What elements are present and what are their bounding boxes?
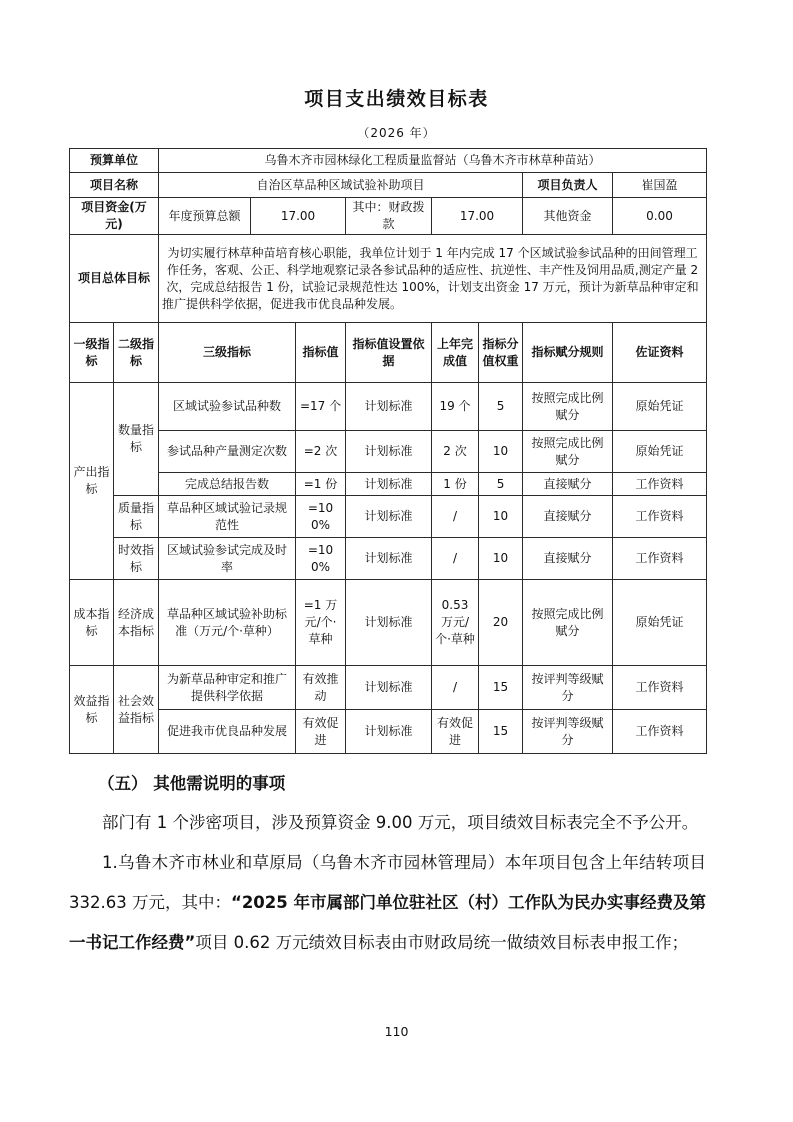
fiscal-allocation-value: 17.00 — [432, 198, 523, 235]
last-year-cell: 19 个 — [432, 383, 479, 431]
overall-goal-value: 为切实履行林草种苗培育核心职能，我单位计划于 1 年内完成 17 个区域试验参试品种的田间管理工作任务，客观、公正、科学地观察记录各参试品种的适应性、抗逆性、丰产性及饲用品质,测定产量 2 次，完成总结报告 1 份，试验记录规范性达 100%，计划支出资金 17 万元，预计为新草品种审定和推广提供科学依据，促进我市优良品种发展。 — [159, 235, 707, 323]
weight-cell: 20 — [479, 580, 523, 666]
indicator-name-cell: 完成总结报告数 — [159, 473, 296, 496]
overall-goal-row — [70, 235, 707, 323]
target-value-cell: 有效推动 — [296, 666, 346, 710]
basis-cell: 计划标准 — [346, 710, 432, 754]
indicator-name-cell: 区域试验参试完成及时率 — [159, 538, 296, 580]
weight-cell: 15 — [479, 710, 523, 754]
evidence-cell: 工作资料 — [613, 666, 707, 710]
col-header-target-value: 指标值 — [296, 323, 346, 383]
evidence-cell: 工作资料 — [613, 473, 707, 496]
notes-paragraph-2-suffix: 项目 0.62 万元绩效目标表由市财政局统一做绩效目标表申报工作； — [195, 933, 689, 952]
project-funds-label: 项目资金(万元) — [70, 198, 159, 235]
indicator-row — [70, 473, 707, 496]
indicator-row — [70, 538, 707, 580]
target-value-cell: 有效促进 — [296, 710, 346, 754]
notes-heading: （五） 其他需说明的事项 — [98, 774, 286, 793]
last-year-cell: 2 次 — [432, 431, 479, 473]
col-header-rule: 指标赋分规则 — [523, 323, 613, 383]
rule-cell: 按评判等级赋分 — [523, 710, 613, 754]
basis-cell: 计划标准 — [346, 473, 432, 496]
last-year-cell: / — [432, 666, 479, 710]
level1-cell: 产出指标 — [70, 383, 114, 580]
basis-cell: 计划标准 — [346, 538, 432, 580]
evidence-cell: 工作资料 — [613, 496, 707, 538]
target-value-cell: =100% — [296, 496, 346, 538]
rule-cell: 直接赋分 — [523, 496, 613, 538]
budget-unit-row — [70, 149, 707, 173]
notes-paragraph-2-quoted: “2025 年市属部门单位驻社区（村）工作队为民办实事经费及第一书记工作经费” — [69, 893, 706, 952]
weight-cell: 15 — [479, 666, 523, 710]
indicator-row — [70, 666, 707, 710]
weight-cell: 10 — [479, 431, 523, 473]
rule-cell: 按照完成比例赋分 — [523, 383, 613, 431]
level1-cell: 成本指标 — [70, 580, 114, 666]
level2-cell: 数量指标 — [114, 383, 159, 496]
last-year-cell: / — [432, 496, 479, 538]
rule-cell: 按照完成比例赋分 — [523, 431, 613, 473]
target-value-cell: =1 万元/个·草种 — [296, 580, 346, 666]
level2-cell: 时效指标 — [114, 538, 159, 580]
rule-cell: 直接赋分 — [523, 538, 613, 580]
project-leader-value: 崔国盈 — [613, 173, 707, 198]
level2-cell: 质量指标 — [114, 496, 159, 538]
target-value-cell: =1 份 — [296, 473, 346, 496]
last-year-cell: 有效促进 — [432, 710, 479, 754]
indicator-name-cell: 促进我市优良品种发展 — [159, 710, 296, 754]
basis-cell: 计划标准 — [346, 383, 432, 431]
weight-cell: 10 — [479, 496, 523, 538]
other-funds-label: 其他资金 — [523, 198, 613, 235]
basis-cell: 计划标准 — [346, 431, 432, 473]
level2-cell: 社会效益指标 — [114, 666, 159, 754]
rule-cell: 按评判等级赋分 — [523, 666, 613, 710]
indicator-name-cell: 参试品种产量测定次数 — [159, 431, 296, 473]
indicator-row — [70, 496, 707, 538]
project-name-row — [70, 173, 707, 198]
notes-paragraph-1: 部门有 1 个涉密项目，涉及预算资金 9.00 万元，项目绩效目标表完全不予公开。 — [102, 813, 699, 832]
overall-goal-label: 项目总体目标 — [70, 235, 159, 323]
col-header-level1: 一级指标 — [70, 323, 114, 383]
col-header-basis: 指标值设置依据 — [346, 323, 432, 383]
indicator-row — [70, 580, 707, 666]
evidence-cell: 工作资料 — [613, 710, 707, 754]
indicator-row — [70, 431, 707, 473]
project-leader-label: 项目负责人 — [523, 173, 613, 198]
document-year: （2026 年） — [357, 126, 436, 140]
last-year-cell: 0.53 万元/个·草种 — [432, 580, 479, 666]
budget-unit-label: 预算单位 — [70, 149, 159, 173]
basis-cell: 计划标准 — [346, 496, 432, 538]
col-header-last-year: 上年完成值 — [432, 323, 479, 383]
performance-target-table — [69, 148, 707, 754]
rule-cell: 直接赋分 — [523, 473, 613, 496]
project-funds-row — [70, 198, 707, 235]
indicator-header-row — [70, 323, 707, 383]
target-value-cell: =17 个 — [296, 383, 346, 431]
annual-budget-value: 17.00 — [251, 198, 346, 235]
notes-paragraph-2 — [69, 843, 706, 963]
notes-section — [69, 769, 706, 963]
target-value-cell: =100% — [296, 538, 346, 580]
indicator-name-cell: 区域试验参试品种数 — [159, 383, 296, 431]
basis-cell: 计划标准 — [346, 580, 432, 666]
target-value-cell: =2 次 — [296, 431, 346, 473]
basis-cell: 计划标准 — [346, 666, 432, 710]
weight-cell: 5 — [479, 383, 523, 431]
evidence-cell: 原始凭证 — [613, 580, 707, 666]
indicator-name-cell: 草品种区域试验补助标准（万元/个·草种） — [159, 580, 296, 666]
project-name-value: 自治区草品种区域试验补助项目 — [159, 173, 523, 198]
other-funds-value: 0.00 — [613, 198, 707, 235]
annual-budget-label: 年度预算总额 — [159, 198, 251, 235]
last-year-cell: / — [432, 538, 479, 580]
evidence-cell: 原始凭证 — [613, 383, 707, 431]
document-title: 项目支出绩效目标表 — [304, 88, 489, 110]
col-header-weight: 指标分值权重 — [479, 323, 523, 383]
col-header-level3: 三级指标 — [159, 323, 296, 383]
col-header-evidence: 佐证资料 — [613, 323, 707, 383]
col-header-level2: 二级指标 — [114, 323, 159, 383]
evidence-cell: 原始凭证 — [613, 431, 707, 473]
fiscal-allocation-label: 其中：财政拨款 — [346, 198, 432, 235]
indicator-row — [70, 710, 707, 754]
project-name-label: 项目名称 — [70, 173, 159, 198]
page-number: 110 — [384, 1024, 409, 1039]
indicator-name-cell: 为新草品种审定和推广提供科学依据 — [159, 666, 296, 710]
level2-cell: 经济成本指标 — [114, 580, 159, 666]
notes-paragraph-2-prefix: 1.乌鲁木齐市林业和草原局（乌鲁木齐市园林管理局）本年项目包含上年结转项目 332.63 万元，其中： — [69, 853, 706, 912]
weight-cell: 10 — [479, 538, 523, 580]
indicator-row — [70, 383, 707, 431]
weight-cell: 5 — [479, 473, 523, 496]
indicator-name-cell: 草品种区域试验记录规范性 — [159, 496, 296, 538]
evidence-cell: 工作资料 — [613, 538, 707, 580]
rule-cell: 按照完成比例赋分 — [523, 580, 613, 666]
level1-cell: 效益指标 — [70, 666, 114, 754]
budget-unit-value: 乌鲁木齐市园林绿化工程质量监督站（乌鲁木齐市林草种苗站） — [159, 149, 707, 173]
last-year-cell: 1 份 — [432, 473, 479, 496]
